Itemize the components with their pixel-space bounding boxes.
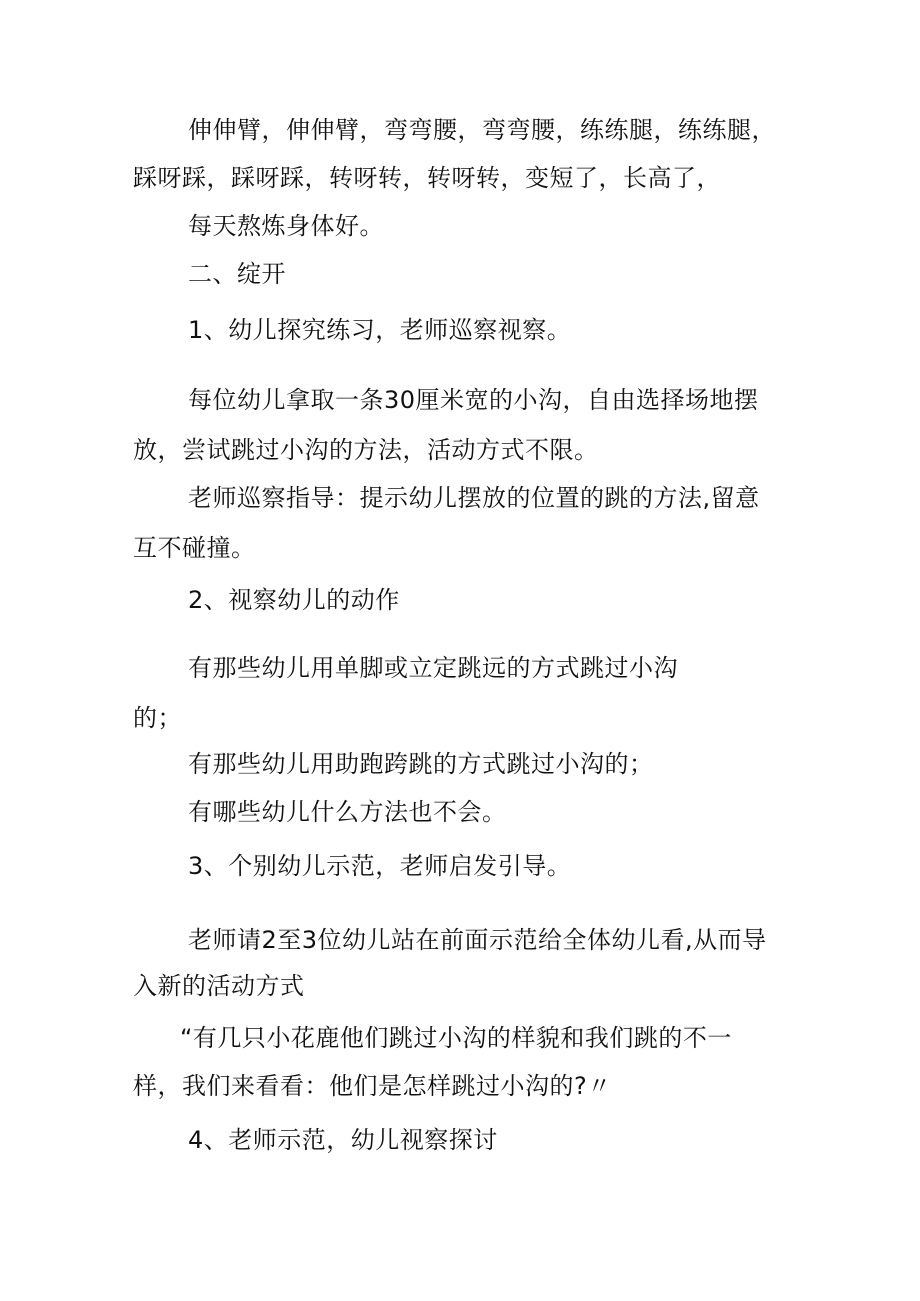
- text-line: 的；: [133, 704, 182, 732]
- section-heading: 二、绽开: [188, 260, 286, 288]
- step-heading: 3、个别幼儿示范，老师启发引导。: [188, 852, 572, 880]
- text-line: “有几只小花鹿他们跳过小沟的样貌和我们跳的不一: [180, 1024, 732, 1052]
- text-line: 老师请2至3位幼儿站在前面示范给全体幼儿看,从而导: [188, 926, 767, 954]
- text-line: 每天熬炼身体好。: [188, 212, 384, 240]
- text-line: 放，尝试跳过小沟的方法，活动方式不限。: [133, 436, 599, 464]
- text-line: 老师巡察指导：提示幼儿摆放的位置的跳的方法,留意: [188, 484, 760, 512]
- text-line: 有那些幼儿用助跑跨跳的方式跳过小沟的；: [188, 750, 654, 778]
- step-heading: 2、视察幼儿的动作: [188, 586, 400, 614]
- text-line: 踩呀踩，踩呀踩，转呀转，转呀转，变短了，长高了，: [133, 164, 721, 192]
- text-line: 有哪些幼儿什么方法也不会。: [188, 798, 507, 826]
- text-line: 每位幼儿拿取一条30厘米宽的小沟，自由选择场地摆: [188, 386, 759, 414]
- text-line: 互不碰撞。: [133, 534, 256, 562]
- step-heading: 4、老师示范，幼儿视察探讨: [188, 1126, 498, 1154]
- step-heading: 1、幼儿探究练习，老师巡察视察。: [188, 316, 572, 344]
- text-line: 有那些幼儿用单脚或立定跳远的方式跳过小沟: [188, 654, 678, 682]
- text-line: 样，我们来看看：他们是怎样跳过小沟的?〃: [133, 1072, 612, 1100]
- text-line: 入新的活动方式: [133, 972, 305, 1000]
- text-line: 伸伸臂，伸伸臂，弯弯腰，弯弯腰，练练腿，练练腿，: [188, 116, 776, 144]
